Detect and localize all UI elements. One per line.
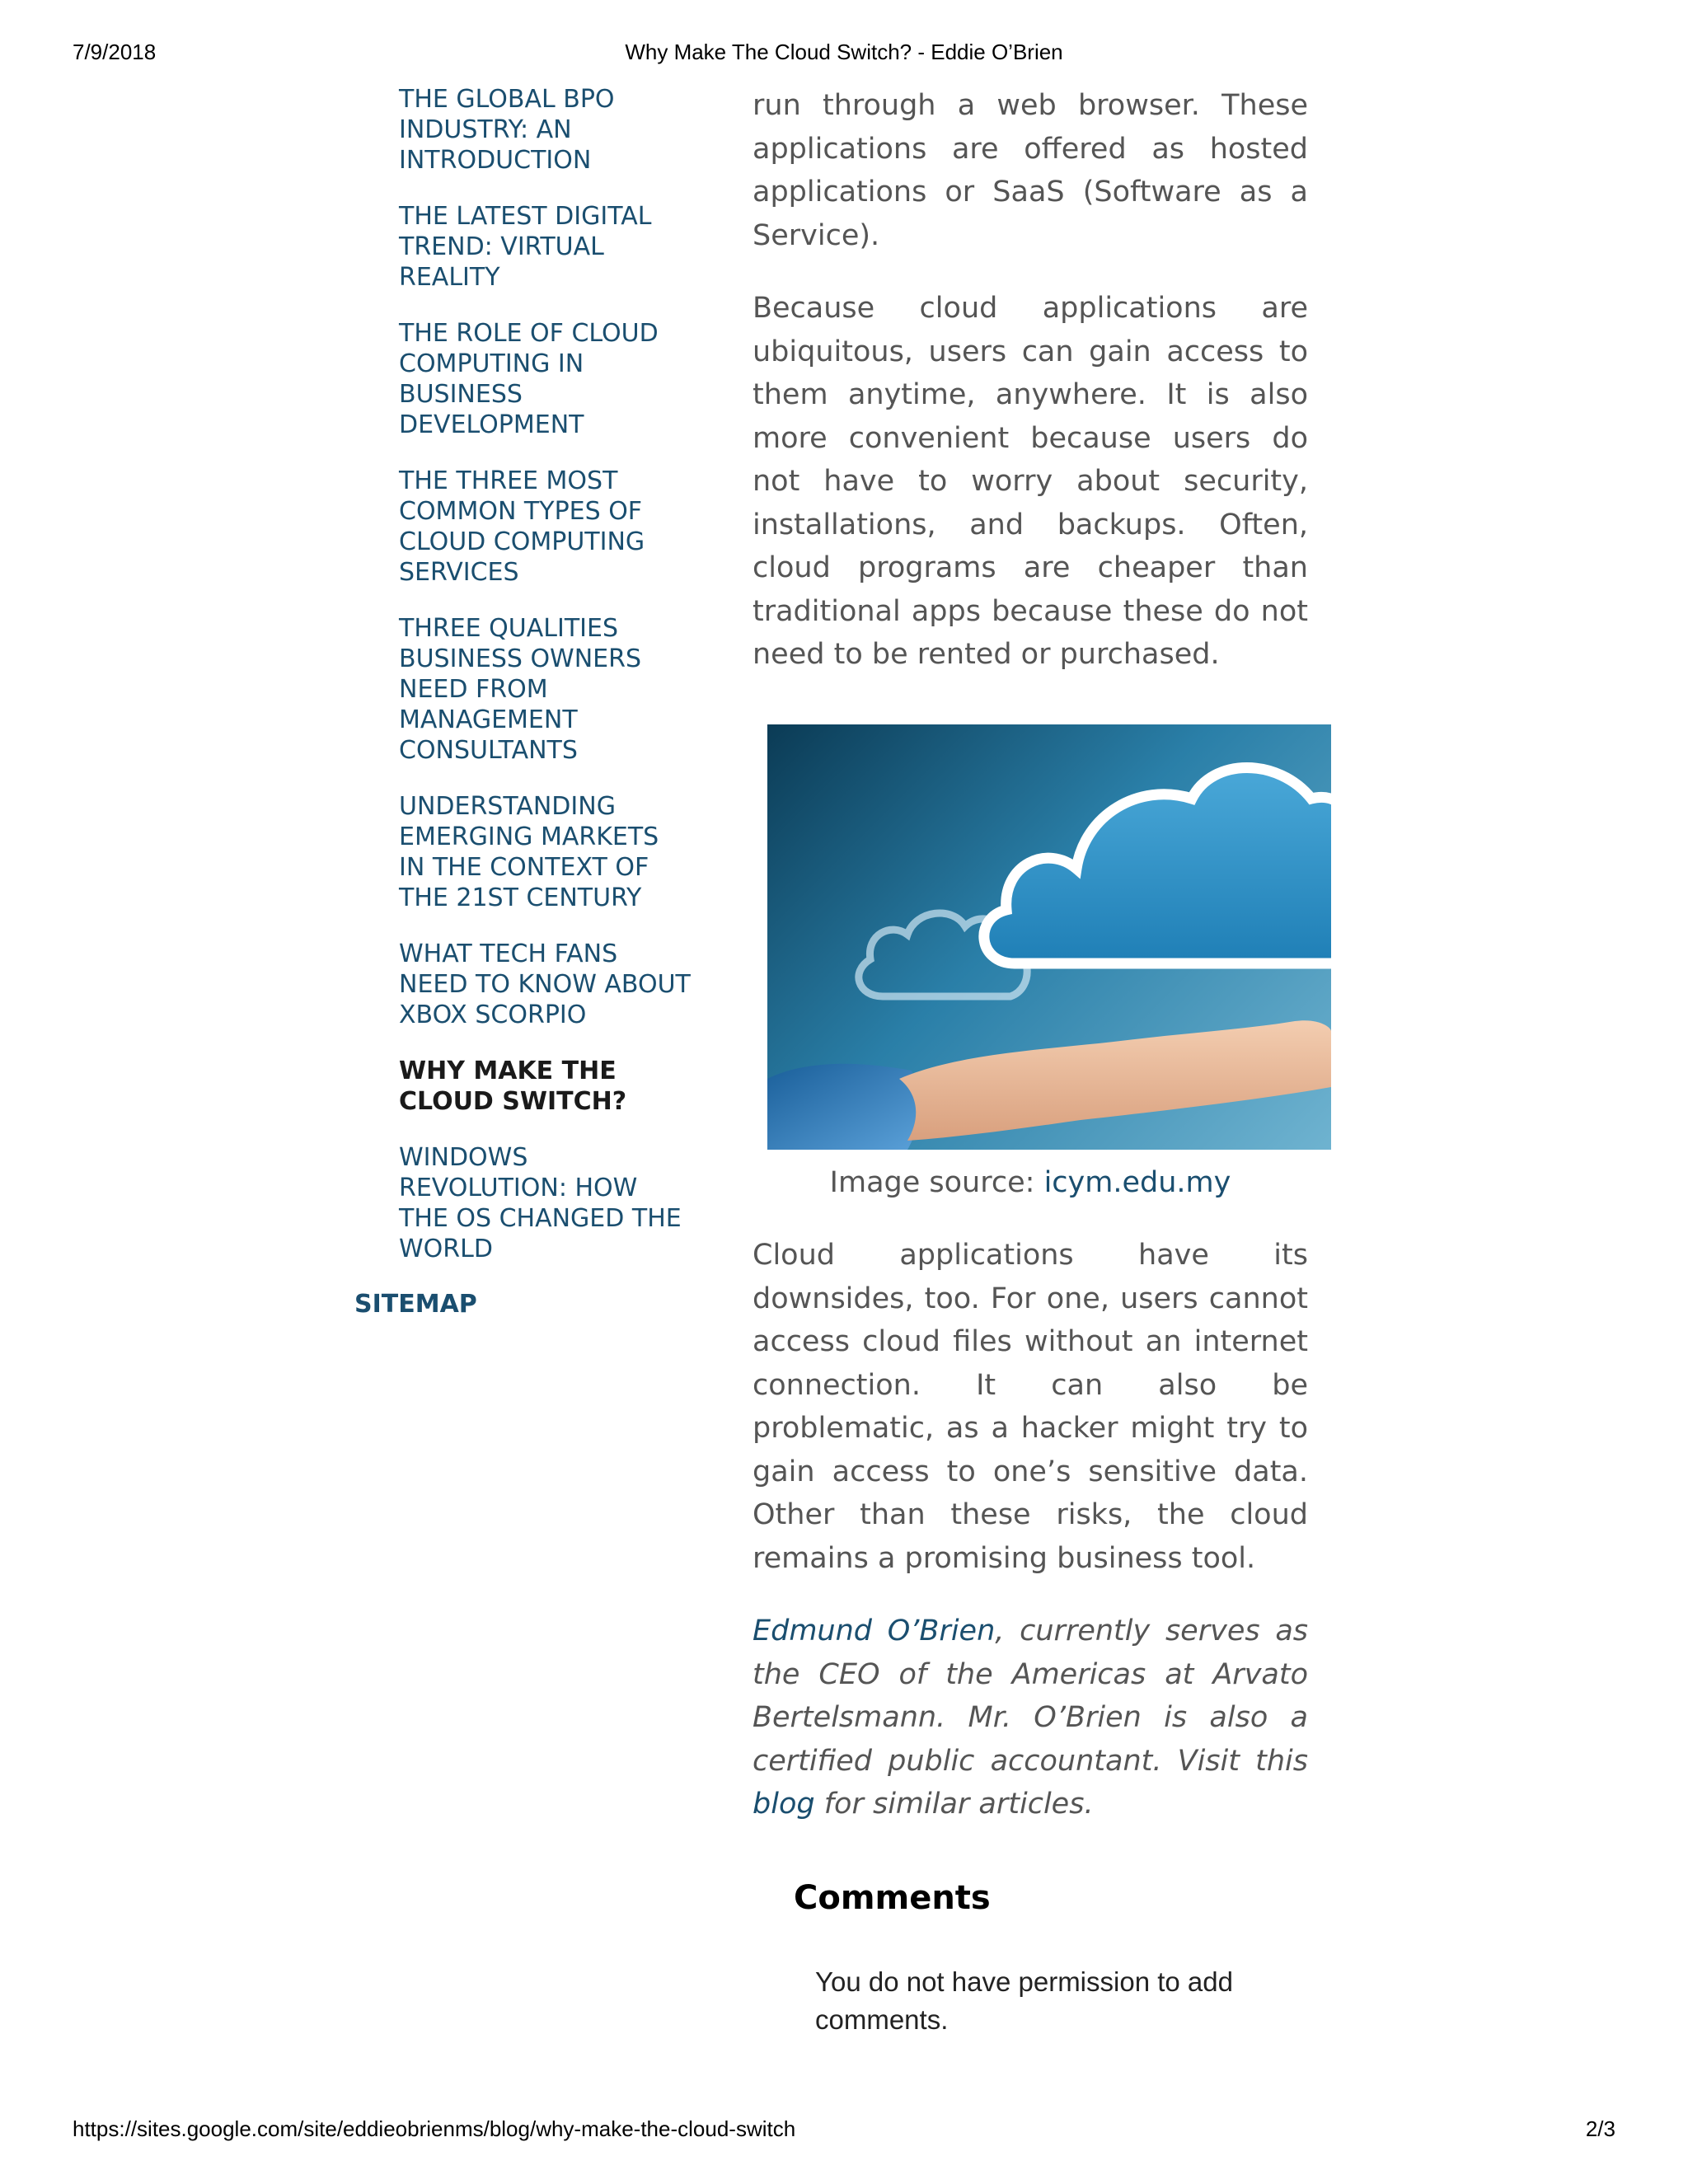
sitemap-link[interactable]: SITEMAP bbox=[354, 1290, 477, 1319]
bio-text-end: for similar articles. bbox=[814, 1788, 1094, 1821]
author-name-link[interactable]: Edmund O’Brien bbox=[753, 1615, 996, 1647]
caption-prefix: Image source: bbox=[829, 1165, 1044, 1199]
sidebar-nav bbox=[354, 84, 692, 1319]
sidebar-item-cloud-switch-current: WHY MAKE THE CLOUD SWITCH? bbox=[399, 1057, 627, 1116]
sidebar-item-global-bpo[interactable]: THE GLOBAL BPO INDUSTRY: AN INTRODUCTION bbox=[399, 85, 615, 175]
author-bio bbox=[753, 1610, 1308, 1826]
cloud-hand-illustration bbox=[767, 724, 1331, 1150]
blog-link[interactable]: blog bbox=[753, 1788, 815, 1821]
article-paragraph: Because cloud applications are ubiquitous, users can gain access to them anytime, anywhere. It is also more convenient because users do not have to worry about security, installations, and backups. Often, cloud programs are cheaper than traditional apps because these do not need to be rented or purchased. bbox=[753, 292, 1308, 671]
image-caption bbox=[753, 1161, 1308, 1205]
print-footer bbox=[0, 2116, 1688, 2144]
sidebar-item-xbox-scorpio[interactable]: WHAT TECH FANS NEED TO KNOW ABOUT XBOX SCORPIO bbox=[399, 940, 691, 1029]
article-body bbox=[753, 84, 1308, 1856]
sidebar-item-virtual-reality[interactable]: THE LATEST DIGITAL TREND: VIRTUAL REALITY bbox=[399, 202, 652, 292]
blog-post-list bbox=[354, 84, 692, 1264]
print-page-number: 2/3 bbox=[1585, 2116, 1615, 2141]
sidebar-item-cloud-services[interactable]: THE THREE MOST COMMON TYPES OF CLOUD COMPUTING SERVICES bbox=[399, 466, 645, 587]
sidebar-item-emerging-markets[interactable]: UNDERSTANDING EMERGING MARKETS IN THE CONTEXT OF THE 21ST CENTURY bbox=[399, 792, 659, 912]
print-date: 7/9/2018 bbox=[73, 40, 157, 64]
sidebar-item-management-consultants[interactable]: THREE QUALITIES BUSINESS OWNERS NEED FROM MANAGEMENT CONSULTANTS bbox=[399, 614, 642, 765]
image-source-link[interactable]: icym.edu.my bbox=[1043, 1165, 1231, 1199]
sidebar-item-windows-revolution[interactable]: WINDOWS REVOLUTION: HOW THE OS CHANGED THE WORLD bbox=[399, 1143, 682, 1263]
cloud-hand-image bbox=[767, 724, 1331, 1150]
bio-text: , currently serves as the CEO of the Americas at Arvato Bertelsmann. Mr. O’Brien is also a certified public accountant. Visit this bbox=[753, 1615, 1308, 1778]
comments-permission-message: You do not have permission to add comments. bbox=[815, 1966, 1233, 2035]
sidebar-item-cloud-business[interactable]: THE ROLE OF CLOUD COMPUTING IN BUSINESS DEVELOPMENT bbox=[399, 319, 659, 439]
print-header bbox=[0, 40, 1688, 68]
print-page-title: Why Make The Cloud Switch? - Eddie O’Brien bbox=[625, 40, 1063, 64]
article-paragraph: Cloud applications have its downsides, too. For one, users cannot access cloud files without an internet connection. It can also be problematic, as a hacker might try to gain access to one’s sensitive data. Other than these risks, the cloud remains a promising business tool. bbox=[753, 1239, 1308, 1575]
print-url: https://sites.google.com/site/eddieobrienms/blog/why-make-the-cloud-switch bbox=[73, 2116, 796, 2141]
article-paragraph: run through a web browser. These applications are offered as hosted applications or SaaS (Software as a Service). bbox=[753, 89, 1308, 252]
comments-title: Comments bbox=[794, 1879, 991, 1917]
comments-section bbox=[794, 1879, 1305, 2039]
